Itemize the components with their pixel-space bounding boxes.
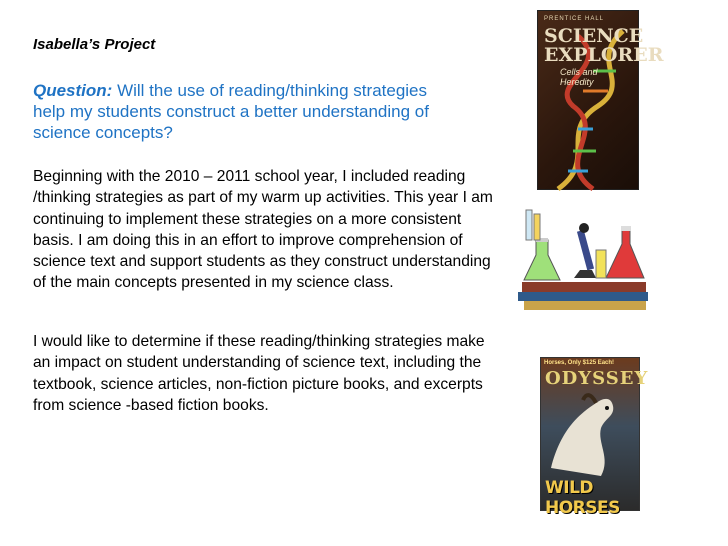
magazine-logo: ODYSSEY [545, 368, 649, 389]
paragraph-background: Beginning with the 2010 – 2011 school year, I included reading /thinking strategies as part of my warm up activities. This year I am continuing to implement these strategies on a more consistent basis. I am doing this in an effort to improve comprehension of science text and support students as they construct understanding of the main concepts presented in my science class. [33, 168, 493, 292]
slide-title: Isabella’s Project [33, 36, 156, 53]
magazine-banner: Horses, Only $125 Each! [544, 360, 615, 366]
book-publisher: PRENTICE HALL [544, 16, 605, 22]
book-title: SCIENCE EXPLORER [544, 25, 664, 66]
odyssey-magazine-image [540, 357, 649, 518]
paragraph-goal: I would like to determine if these reading/thinking strategies make an impact on student understanding of science text, including the textbook, science articles, non-fiction picture books, and excerpts from science -based fiction books. [33, 333, 485, 414]
magazine-headline: WILD HORSES [545, 478, 620, 518]
book-subtitle: Cells and Heredity [560, 67, 598, 87]
question-text: Will the use of reading/thinking strategies help my students construct a better understanding of science concepts? [33, 81, 429, 142]
research-question [33, 80, 463, 143]
question-label: Question: [33, 81, 113, 100]
lab-equipment-image [514, 200, 654, 312]
science-explorer-book-image [537, 10, 664, 190]
